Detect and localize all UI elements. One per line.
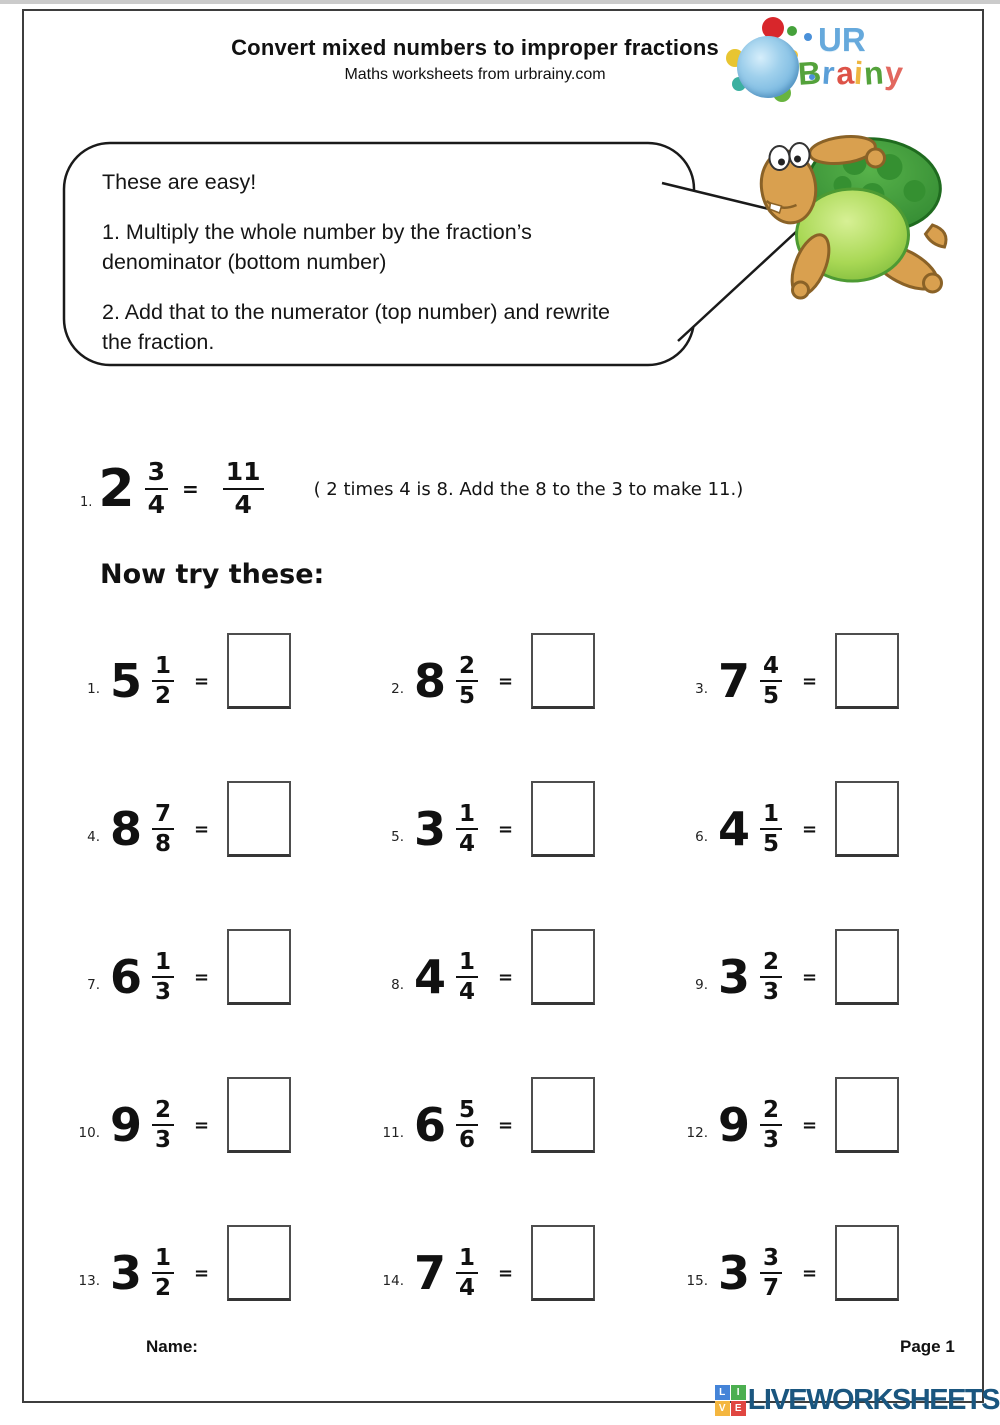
problem-number: 12. bbox=[686, 1125, 708, 1141]
speech-bubble-text bbox=[102, 167, 614, 357]
bubble-intro: These are easy! bbox=[102, 170, 257, 194]
answer-box[interactable] bbox=[531, 633, 595, 709]
fraction bbox=[760, 1245, 782, 1302]
liveworksheets-logo bbox=[715, 1384, 999, 1417]
fraction-denominator: 5 bbox=[459, 683, 476, 709]
page-title: Convert mixed numbers to improper fractions bbox=[231, 35, 719, 60]
problem-number: 11. bbox=[382, 1125, 404, 1141]
liveworksheets-tiles-icon bbox=[715, 1385, 746, 1416]
problem bbox=[678, 1199, 982, 1347]
fraction-numerator: 7 bbox=[152, 801, 174, 830]
equals-sign: = bbox=[194, 966, 210, 988]
fraction-numerator: 1 bbox=[152, 949, 174, 978]
turtle-mascot-illustration bbox=[752, 125, 957, 315]
whole-number: 6 bbox=[110, 950, 143, 1004]
fraction-numerator: 3 bbox=[760, 1245, 782, 1274]
whole-number: 9 bbox=[110, 1098, 143, 1152]
problem bbox=[374, 1199, 678, 1347]
problem-row bbox=[24, 1051, 982, 1199]
logo-letter: n bbox=[862, 54, 886, 92]
logo-tile: V bbox=[715, 1401, 730, 1416]
problem-number: 14. bbox=[382, 1273, 404, 1289]
problem-number: 3. bbox=[695, 681, 708, 697]
whole-number: 7 bbox=[414, 1246, 447, 1300]
problem-number: 7. bbox=[87, 977, 100, 993]
equals-sign: = bbox=[802, 818, 818, 840]
fraction-numerator: 11 bbox=[223, 458, 264, 490]
answer-box[interactable] bbox=[835, 1225, 899, 1301]
answer-box[interactable] bbox=[227, 633, 291, 709]
viewport-top-edge bbox=[0, 0, 1000, 4]
answer-box[interactable] bbox=[227, 929, 291, 1005]
fraction-denominator: 5 bbox=[763, 831, 780, 857]
problem bbox=[70, 755, 374, 903]
whole-number: 4 bbox=[718, 802, 751, 856]
fraction bbox=[456, 1245, 478, 1302]
problem bbox=[374, 903, 678, 1051]
equals-sign: = bbox=[498, 966, 514, 988]
problem bbox=[70, 1199, 374, 1347]
equals-sign: = bbox=[194, 818, 210, 840]
whole-number: 5 bbox=[110, 654, 143, 708]
equals-sign: = bbox=[194, 1114, 210, 1136]
example-fraction bbox=[145, 458, 168, 520]
answer-box[interactable] bbox=[835, 633, 899, 709]
whole-number: 3 bbox=[718, 950, 751, 1004]
logo-tile: I bbox=[731, 1385, 746, 1400]
answer-box[interactable] bbox=[835, 929, 899, 1005]
answer-box[interactable] bbox=[531, 781, 595, 857]
equals-sign: = bbox=[498, 1262, 514, 1284]
equals-sign: = bbox=[182, 477, 199, 501]
fraction-denominator: 3 bbox=[155, 979, 172, 1005]
equals-sign: = bbox=[498, 1114, 514, 1136]
logo-text-brainy bbox=[798, 55, 904, 92]
bubble-step1: 1. Multiply the whole number by the fraction’s denominator (bottom number) bbox=[102, 220, 532, 274]
equals-sign: = bbox=[194, 1262, 210, 1284]
fraction-numerator: 5 bbox=[456, 1097, 478, 1126]
problem-row bbox=[24, 755, 982, 903]
problem-number: 15. bbox=[686, 1273, 708, 1289]
fraction-numerator: 2 bbox=[456, 653, 478, 682]
fraction-denominator: 4 bbox=[147, 490, 165, 519]
fraction-denominator: 2 bbox=[155, 1275, 172, 1301]
fraction-numerator: 1 bbox=[456, 1245, 478, 1274]
answer-box[interactable] bbox=[835, 1077, 899, 1153]
example-result-fraction bbox=[223, 458, 264, 520]
prompt-text: Now try these: bbox=[100, 559, 325, 590]
logo-tile: L bbox=[715, 1385, 730, 1400]
fraction-denominator: 2 bbox=[155, 683, 172, 709]
fraction-numerator: 2 bbox=[152, 1097, 174, 1126]
answer-box[interactable] bbox=[531, 1077, 595, 1153]
whole-number: 8 bbox=[414, 654, 447, 708]
equals-sign: = bbox=[498, 818, 514, 840]
logo-dot-green-small bbox=[787, 26, 797, 36]
fraction bbox=[152, 1245, 174, 1302]
equals-sign: = bbox=[802, 1114, 818, 1136]
logo-letter: r bbox=[820, 54, 837, 92]
bubble-step2: 2. Add that to the numerator (top number) and rewrite the fraction. bbox=[102, 300, 610, 354]
answer-box[interactable] bbox=[227, 781, 291, 857]
fraction-denominator: 3 bbox=[763, 979, 780, 1005]
answer-box[interactable] bbox=[227, 1077, 291, 1153]
fraction bbox=[760, 653, 782, 710]
problem bbox=[374, 1051, 678, 1199]
problem-number: 2. bbox=[391, 681, 404, 697]
problem-number: 13. bbox=[78, 1273, 100, 1289]
fraction-numerator: 1 bbox=[152, 1245, 174, 1274]
fraction-denominator: 6 bbox=[459, 1127, 476, 1153]
problem bbox=[374, 755, 678, 903]
equals-sign: = bbox=[802, 966, 818, 988]
problem bbox=[70, 607, 374, 755]
page-number-label: Page 1 bbox=[900, 1337, 955, 1356]
whole-number: 9 bbox=[718, 1098, 751, 1152]
whole-number: 8 bbox=[110, 802, 143, 856]
fraction-numerator: 3 bbox=[145, 458, 168, 490]
fraction-denominator: 4 bbox=[459, 979, 476, 1005]
logo-letter: y bbox=[883, 54, 905, 92]
fraction bbox=[760, 949, 782, 1006]
problems-grid bbox=[24, 607, 982, 1347]
answer-box[interactable] bbox=[835, 781, 899, 857]
example-whole-number: 2 bbox=[98, 459, 135, 519]
whole-number: 6 bbox=[414, 1098, 447, 1152]
answer-box[interactable] bbox=[531, 1225, 595, 1301]
problem-number: 6. bbox=[695, 829, 708, 845]
problem-number: 9. bbox=[695, 977, 708, 993]
problem bbox=[678, 1051, 982, 1199]
fraction-numerator: 1 bbox=[456, 949, 478, 978]
equals-sign: = bbox=[802, 1262, 818, 1284]
fraction-numerator: 1 bbox=[456, 801, 478, 830]
fraction-numerator: 1 bbox=[760, 801, 782, 830]
whole-number: 3 bbox=[414, 802, 447, 856]
fraction-denominator: 4 bbox=[234, 490, 252, 519]
problem bbox=[678, 755, 982, 903]
answer-box[interactable] bbox=[227, 1225, 291, 1301]
problem-number: 5. bbox=[391, 829, 404, 845]
problem-row bbox=[24, 903, 982, 1051]
fraction bbox=[456, 653, 478, 710]
logo-tile: E bbox=[731, 1401, 746, 1416]
liveworksheets-wordmark: LIVEWORKSHEETS bbox=[747, 1384, 999, 1416]
logo-letter: i bbox=[853, 54, 866, 92]
brain-head-icon bbox=[737, 36, 799, 98]
problem-number: 10. bbox=[78, 1125, 100, 1141]
problem bbox=[70, 903, 374, 1051]
fraction-numerator: 2 bbox=[760, 949, 782, 978]
fraction-denominator: 3 bbox=[763, 1127, 780, 1153]
problem bbox=[678, 903, 982, 1051]
problem-number: 8. bbox=[391, 977, 404, 993]
fraction bbox=[760, 1097, 782, 1154]
problem-row bbox=[24, 607, 982, 755]
logo-letter: a bbox=[834, 54, 856, 92]
problem-number: 1. bbox=[87, 681, 100, 697]
fraction bbox=[152, 801, 174, 858]
fraction-denominator: 4 bbox=[459, 831, 476, 857]
fraction bbox=[456, 801, 478, 858]
fraction-numerator: 4 bbox=[760, 653, 782, 682]
logo-text-ur: UR bbox=[818, 21, 866, 58]
equals-sign: = bbox=[498, 670, 514, 692]
name-label: Name: bbox=[146, 1337, 198, 1356]
whole-number: 3 bbox=[110, 1246, 143, 1300]
fraction bbox=[456, 949, 478, 1006]
problem-number: 4. bbox=[87, 829, 100, 845]
equals-sign: = bbox=[802, 670, 818, 692]
problem-row bbox=[24, 1199, 982, 1347]
problem bbox=[374, 607, 678, 755]
urbrainy-logo bbox=[722, 17, 952, 121]
fraction bbox=[760, 801, 782, 858]
whole-number: 4 bbox=[414, 950, 447, 1004]
answer-box[interactable] bbox=[531, 929, 595, 1005]
fraction bbox=[152, 653, 174, 710]
problem bbox=[70, 1051, 374, 1199]
whole-number: 3 bbox=[718, 1246, 751, 1300]
fraction bbox=[152, 1097, 174, 1154]
fraction bbox=[152, 949, 174, 1006]
example-number: 1. bbox=[80, 494, 93, 510]
fraction-denominator: 3 bbox=[155, 1127, 172, 1153]
logo-letter: B bbox=[796, 54, 824, 92]
fraction-numerator: 1 bbox=[152, 653, 174, 682]
fraction bbox=[456, 1097, 478, 1154]
example-row bbox=[80, 441, 743, 537]
logo-dot-blue-small bbox=[804, 33, 812, 41]
page-subtitle: Maths worksheets from urbrainy.com bbox=[344, 66, 606, 83]
fraction-denominator: 7 bbox=[763, 1275, 780, 1301]
worksheet-page bbox=[22, 9, 984, 1403]
example-note: ( 2 times 4 is 8. Add the 8 to the 3 to make 11.) bbox=[313, 478, 744, 500]
equals-sign: = bbox=[194, 670, 210, 692]
fraction-denominator: 4 bbox=[459, 1275, 476, 1301]
fraction-numerator: 2 bbox=[760, 1097, 782, 1126]
whole-number: 7 bbox=[718, 654, 751, 708]
problem bbox=[678, 607, 982, 755]
fraction-denominator: 5 bbox=[763, 683, 780, 709]
fraction-denominator: 8 bbox=[155, 831, 172, 857]
